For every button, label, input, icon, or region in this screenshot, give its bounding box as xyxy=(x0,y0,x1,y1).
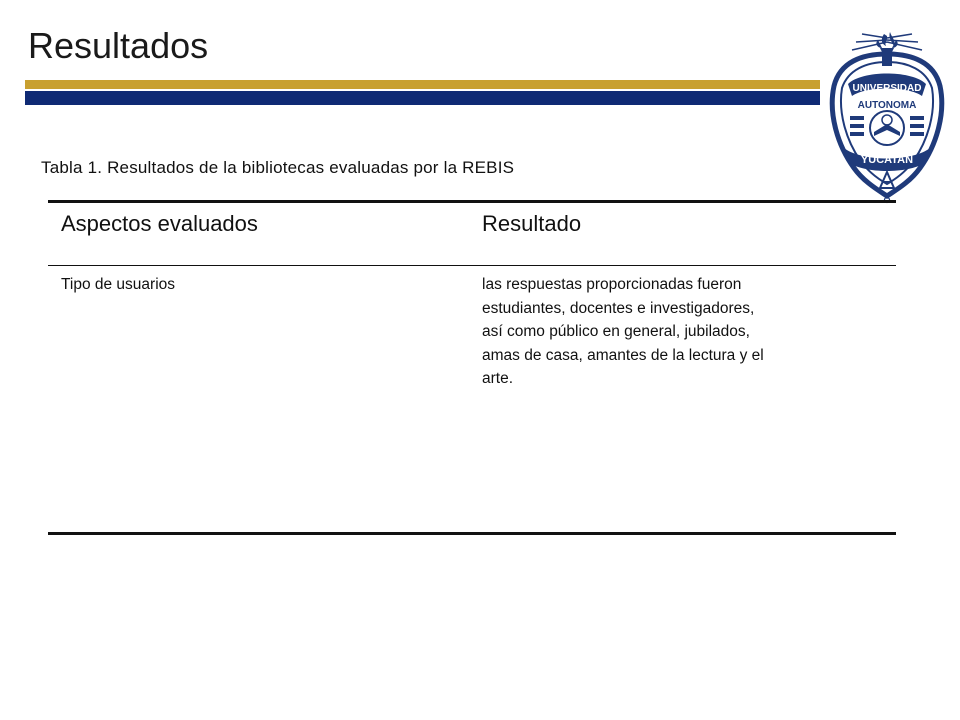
navy-accent-bar xyxy=(25,91,820,105)
table-caption: Tabla 1. Resultados de la bibliotecas evaluadas por la REBIS xyxy=(41,158,515,177)
slide-title: Resultados xyxy=(28,25,209,66)
result-line: así como público en general, jubilados, xyxy=(482,323,750,340)
gold-accent-bar xyxy=(25,80,820,89)
column-header-result: Resultado xyxy=(482,211,582,236)
table-header-rule xyxy=(48,265,896,266)
table-cell-result xyxy=(482,273,882,391)
result-line: arte. xyxy=(482,370,514,387)
table-cell-aspect: Tipo de usuarios xyxy=(61,276,176,293)
svg-text:AUTONOMA: AUTONOMA xyxy=(857,100,917,111)
result-line: las respuestas proporcionadas fueron xyxy=(482,276,742,293)
table-top-rule xyxy=(48,200,896,203)
table-bottom-rule xyxy=(48,532,896,535)
university-seal-icon xyxy=(822,28,952,204)
column-header-aspects: Aspectos evaluados xyxy=(61,211,258,236)
svg-text:YUCATAN: YUCATAN xyxy=(860,154,914,166)
svg-text:UNIVERSIDAD: UNIVERSIDAD xyxy=(852,83,922,94)
result-line: estudiantes, docentes e investigadores, xyxy=(482,299,755,317)
result-line: amas de casa, amantes de la lectura y el xyxy=(482,346,764,364)
